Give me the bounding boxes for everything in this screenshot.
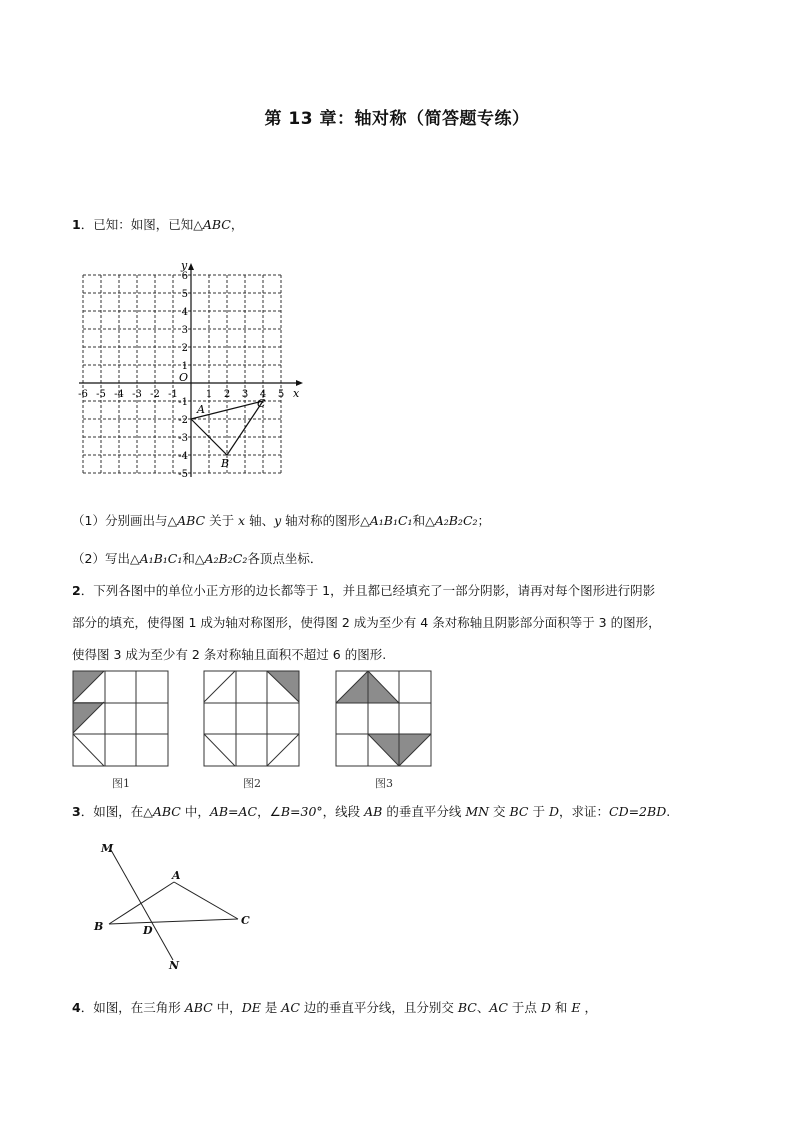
q3-d: D	[548, 804, 559, 819]
q1-sub1-mid1: 关于	[205, 513, 239, 528]
q1-text: ．已知：如图，已知	[80, 217, 194, 232]
label-n: N	[169, 959, 180, 972]
q1-end: ，	[230, 217, 244, 232]
label-a: A	[172, 869, 181, 882]
q4-text: 于点	[507, 1000, 541, 1015]
x-tick-label: -3	[132, 389, 142, 400]
x-tick-label: 5	[277, 389, 285, 400]
q3-text: .	[666, 804, 671, 819]
q4-text: 和	[550, 1000, 572, 1015]
x-tick-label: -2	[150, 389, 160, 400]
vertex-label-c: C	[257, 397, 266, 410]
label-d: D	[143, 924, 153, 937]
y-tick-label: 2	[181, 343, 188, 354]
q1-sub1	[72, 511, 490, 529]
q3-mn: MN	[465, 804, 490, 819]
line-mn	[111, 850, 173, 960]
q1-sub1-and: 和	[412, 513, 426, 528]
q3-text: 于	[528, 804, 549, 819]
coordinate-grid-figure	[72, 252, 304, 482]
q3-text: ，线段	[322, 804, 365, 819]
q3-text: 中，	[180, 804, 210, 819]
x-tick-label: 3	[241, 389, 249, 400]
q3-text: ．如图，在	[80, 804, 144, 819]
q1-sub2-and: 和	[182, 551, 195, 566]
y-tick-label: 6	[181, 271, 188, 282]
q3-cond2: B=30°	[280, 804, 323, 819]
x-tick-label: 4	[259, 389, 267, 400]
q1-sub1-tri: △ABC	[167, 513, 206, 528]
q2-line3: 使得图 3 成为至少有 2 条对称轴且面积不超过 6 的图形.	[72, 647, 387, 662]
q4-abc: ABC	[184, 1000, 213, 1015]
q2-figure-3	[335, 670, 432, 767]
y-tick-label: -1	[178, 397, 188, 408]
q4-de: DE	[241, 1000, 261, 1015]
figure-2-caption: 图2	[243, 777, 261, 790]
q3-bc: BC	[509, 804, 529, 819]
q4-d: D	[540, 1000, 551, 1015]
x-axis-label: x	[293, 387, 300, 400]
q3-text: 交	[489, 804, 510, 819]
q3-text: ，求证：	[558, 804, 609, 819]
y-tick-label: -5	[178, 469, 188, 480]
label-m: M	[101, 842, 114, 855]
q4-text: 中，	[212, 1000, 242, 1015]
question-1-text	[72, 215, 243, 233]
y-axis-label: y	[181, 259, 188, 272]
q4-ac: AC	[281, 1000, 300, 1015]
page-title: 第 13 章：轴对称（简答题专练）	[264, 109, 530, 129]
origin-label: O	[179, 371, 189, 384]
q1-sub1-y: y	[274, 513, 282, 528]
y-tick-label: -4	[178, 451, 188, 462]
q1-sub1-x: x	[238, 513, 246, 528]
q3-ab: AB	[364, 804, 383, 819]
question-number: 4	[72, 1000, 81, 1015]
q1-sub2-end: 各顶点坐标．	[247, 551, 323, 566]
q1-sub1-mid3: 轴对称的图形	[281, 513, 361, 528]
x-tick-label: -4	[114, 389, 124, 400]
segment-ac	[174, 882, 238, 919]
q4-ac2: AC	[489, 1000, 508, 1015]
q1-sub2	[72, 549, 322, 567]
question-4-text	[72, 998, 597, 1016]
q1-sub2-t1: △A₁B₁C₁	[129, 551, 183, 566]
x-tick-label: 2	[223, 389, 231, 400]
q3-cond1: AB=AC	[209, 804, 258, 819]
q4-text: 边的垂直平分线，且分别交	[299, 1000, 458, 1015]
y-tick-label: 4	[181, 307, 188, 318]
x-tick-label: -6	[78, 389, 88, 400]
q3-text: 的垂直平分线	[382, 804, 466, 819]
y-tick-label: -3	[178, 433, 188, 444]
question-3-text	[72, 802, 670, 820]
label-b: B	[94, 920, 104, 933]
axes	[79, 259, 303, 477]
q2-line2: 部分的填充，使得图 1 成为轴对称图形，使得图 2 成为至少有 4 条对称轴且阴影部分面积等于 3 的图形，	[72, 615, 661, 630]
x-tick-label: -5	[96, 389, 106, 400]
x-tick-label: 1	[205, 389, 213, 400]
y-tick-label: 1	[181, 361, 188, 372]
q4-e: E	[571, 1000, 581, 1015]
vertex-label-b: B	[221, 457, 230, 470]
q2-figure-2	[203, 670, 300, 767]
figure-3-caption: 图3	[375, 777, 393, 790]
q3-tri: △ABC	[143, 804, 181, 819]
q1-triangle: △ABC	[193, 217, 231, 232]
x-axis-arrow	[296, 380, 303, 386]
q4-text: ．如图，在三角形	[80, 1000, 185, 1015]
y-tick-label: 3	[181, 325, 188, 336]
y-tick-label: -2	[178, 415, 188, 426]
label-c: C	[241, 914, 250, 927]
figure-1-caption: 图1	[112, 777, 130, 790]
q4-text: 是	[260, 1000, 282, 1015]
q2-line1: ．下列各图中的单位小正方形的边长都等于 1，并且都已经填充了一部分阴影，请再对每个图形进行阴影	[80, 583, 656, 598]
q1-sub1-t1: △A₁B₁C₁	[360, 513, 413, 528]
q1-sub2-prefix: （2）写出	[72, 551, 130, 566]
q3-text: ，∠	[257, 804, 281, 819]
q4-text: ，	[580, 1000, 597, 1015]
q1-sub1-prefix: （1）分别画出与	[72, 513, 168, 528]
segment-bc	[109, 919, 238, 924]
q1-sub2-t2: △A₂B₂C₂	[194, 551, 248, 566]
q1-sub1-mid2: 轴、	[245, 513, 275, 528]
q1-sub1-t2: △A₂B₂C₂	[425, 513, 478, 528]
x-tick-label: -1	[168, 389, 178, 400]
question-number: 3	[72, 804, 81, 819]
segment-ab	[109, 882, 174, 924]
y-axis-arrow	[188, 263, 194, 270]
q1-sub1-end: ；	[477, 513, 491, 528]
q3-triangle-figure	[88, 838, 258, 973]
q4-bc: BC	[457, 1000, 477, 1015]
question-2-line1	[72, 581, 655, 599]
q3-proof: CD=2BD	[609, 804, 667, 819]
triangle-abc	[191, 397, 266, 470]
vertex-label-a: A	[197, 403, 205, 416]
y-tick-label: 5	[181, 289, 188, 300]
q2-figure-1	[72, 670, 169, 767]
question-number: 1	[72, 217, 81, 232]
question-number: 2	[72, 583, 81, 598]
q4-text: 、	[476, 1000, 490, 1015]
